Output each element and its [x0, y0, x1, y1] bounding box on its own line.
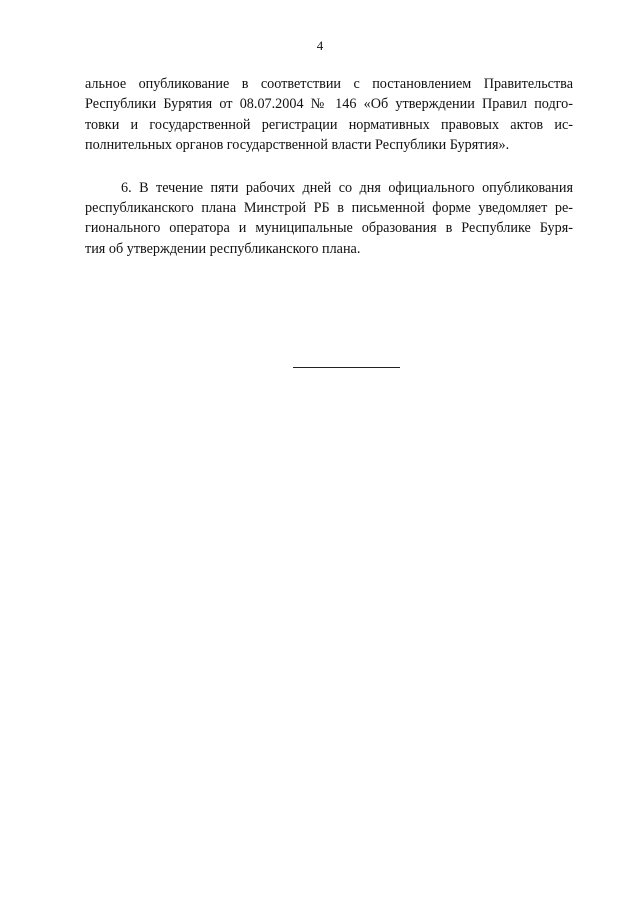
- paragraph-spacer: [85, 156, 573, 178]
- end-separator-line: [293, 367, 400, 368]
- body-text: [85, 74, 573, 259]
- paragraph-publication: [85, 74, 573, 156]
- paragraph-item-6: [85, 178, 573, 260]
- paragraph-line: тия об утверждении республиканского плана.: [85, 240, 361, 257]
- paragraph-line: гионального оператора и муниципальные образования в Республике Буря-: [85, 220, 573, 237]
- paragraph-line: республиканского плана Минстрой РБ в письменной форме уведомляет ре-: [85, 200, 573, 217]
- paragraph-line: полнительных органов государственной власти Республики Бурятия».: [85, 137, 510, 154]
- paragraph-line: товки и государственной регистрации нормативных правовых актов ис-: [85, 116, 573, 133]
- paragraph-line: альное опубликование в соответствии с постановлением Правительства: [85, 76, 573, 92]
- paragraph-line: 6. В течение пяти рабочих дней со дня официального опубликования: [121, 179, 573, 196]
- page-number: 4: [316, 38, 324, 53]
- paragraph-line: Республики Бурятия от 08.07.2004 № 146 «Об утверждении Правил подго-: [85, 96, 573, 113]
